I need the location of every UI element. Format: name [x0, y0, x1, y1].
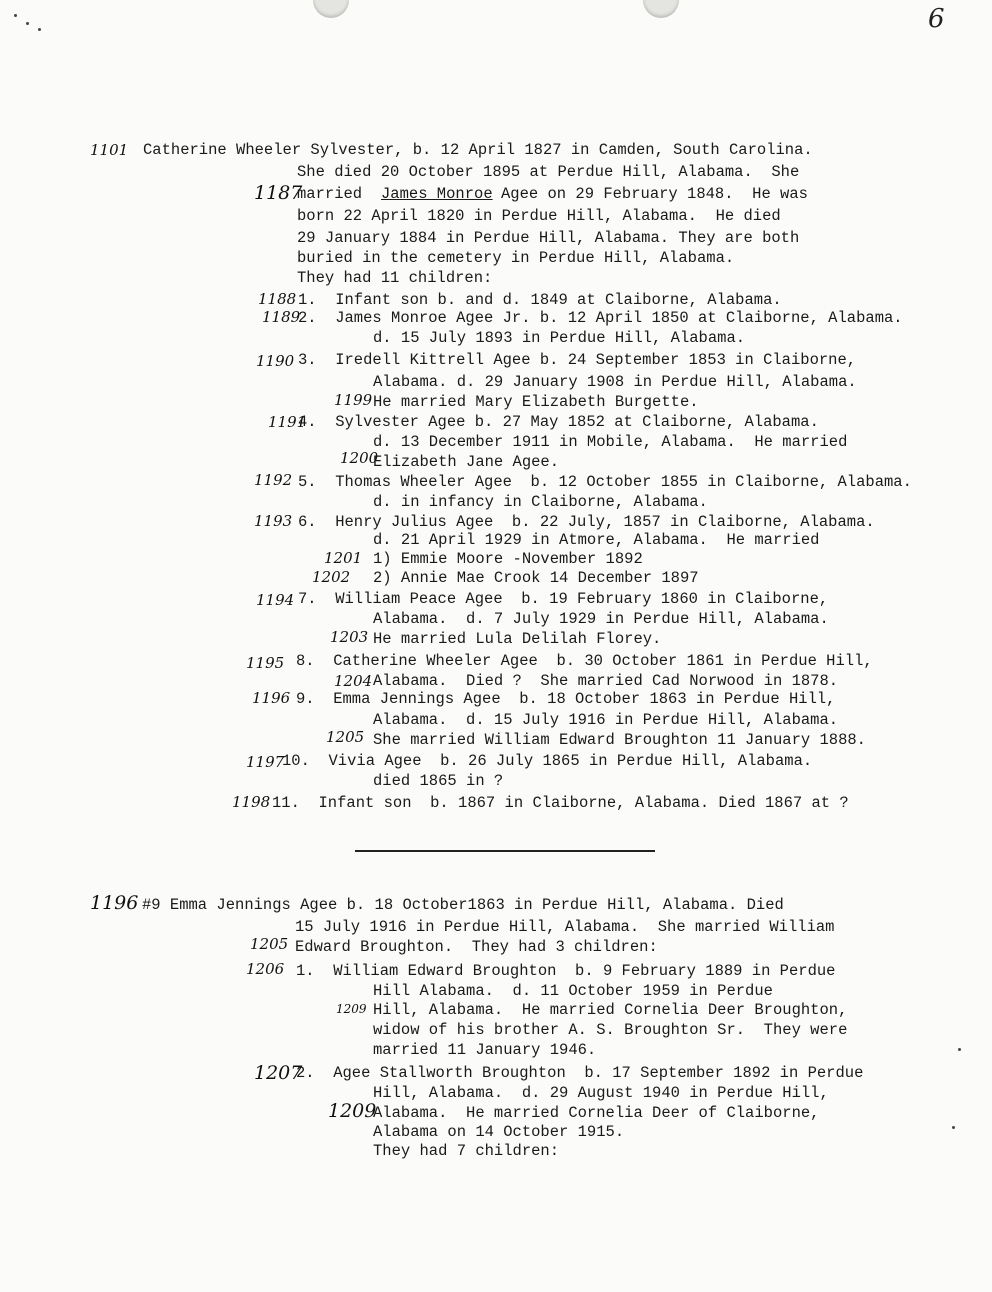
child-entry: 9. Emma Jennings Agee b. 18 October 1863 in Perdue Hill, [296, 690, 836, 708]
child-entry: Alabama. Died ? She married Cad Norwood in 1878. [373, 672, 839, 690]
child-entry: d. 21 April 1929 in Atmore, Alabama. He married [373, 531, 820, 549]
child-entry: 4. Sylvester Agee b. 27 May 1852 at Claiborne, Alabama. [298, 413, 819, 431]
child-entry: Elizabeth Jane Agee. [373, 453, 560, 471]
child-entry: died 1865 in ? [373, 772, 504, 790]
ref-number: 1195 [246, 654, 285, 672]
child-entry: d. 13 December 1911 in Mobile, Alabama. He married [373, 433, 848, 451]
child-entry: 2. Agee Stallworth Broughton b. 17 September 1892 in Perdue [296, 1064, 864, 1082]
ref-number: 1207 [254, 1062, 303, 1084]
child-entry: Hill Alabama. d. 11 October 1959 in Perdue [373, 982, 773, 1000]
child-entry: 5. Thomas Wheeler Agee b. 12 October 1855 in Claiborne, Alabama. [298, 473, 912, 491]
entry-text: Agee on 29 February 1848. He was [501, 185, 808, 203]
entry-text: born 22 April 1820 in Perdue Hill, Alabama. He died [297, 207, 781, 225]
child-entry: 10. Vivia Agee b. 26 July 1865 in Perdue Hill, Alabama. [282, 752, 813, 770]
ref-number: 1198 [232, 793, 271, 811]
child-entry: 3. Iredell Kittrell Agee b. 24 September 1853 in Claiborne, [298, 351, 857, 369]
entry-text: 15 July 1916 in Perdue Hill, Alabama. She married William [295, 918, 835, 936]
ref-number: 1201 [324, 549, 363, 567]
child-entry: d. 15 July 1893 in Perdue Hill, Alabama. [373, 329, 746, 347]
ref-number: 1204 [334, 672, 373, 690]
entry-text: She died 20 October 1895 at Perdue Hill, Alabama. She [297, 163, 800, 181]
scan-speck [38, 28, 41, 31]
child-entry: 1. Infant son b. and d. 1849 at Claiborne, Alabama. [298, 291, 782, 309]
child-entry: She married William Edward Broughton 11 January 1888. [373, 731, 866, 749]
ref-number: 1199 [334, 391, 373, 409]
ref-number: 1205 [250, 935, 289, 953]
ref-number: 1202 [312, 568, 351, 586]
ref-number: 1206 [246, 960, 285, 978]
scan-speck [26, 22, 29, 25]
child-entry: 6. Henry Julius Agee b. 22 July, 1857 in Claiborne, Alabama. [298, 513, 875, 531]
child-entry: 2) Annie Mae Crook 14 December 1897 [373, 569, 699, 587]
ref-number: 1188 [258, 290, 297, 308]
entry-text: married [297, 185, 363, 203]
scan-speck [958, 1048, 961, 1051]
entry-text: They had 11 children: [297, 269, 493, 287]
child-entry: married 11 January 1946. [373, 1041, 597, 1059]
child-entry: He married Mary Elizabeth Burgette. [373, 393, 699, 411]
ref-number: 1191 [268, 413, 307, 431]
page-number: 6 [928, 4, 945, 34]
entry-text: buried in the cemetery in Perdue Hill, Alabama. [297, 249, 735, 267]
scan-speck [952, 1126, 955, 1129]
ref-number: 1187 [254, 182, 303, 204]
child-entry: 1. William Edward Broughton b. 9 February 1889 in Perdue [296, 962, 836, 980]
child-entry: He married Lula Delilah Florey. [373, 630, 662, 648]
child-entry: Alabama. d. 15 July 1916 in Perdue Hill, Alabama. [373, 711, 839, 729]
ref-number: 1196 [90, 892, 139, 914]
ref-number: 1194 [256, 591, 295, 609]
child-entry: d. in infancy in Claiborne, Alabama. [373, 493, 708, 511]
entry-text: Edward Broughton. They had 3 children: [295, 938, 658, 956]
child-entry: Alabama on 14 October 1915. [373, 1123, 625, 1141]
ref-number: 1203 [330, 628, 369, 646]
ref-number: 1205 [326, 728, 365, 746]
scan-speck [14, 14, 17, 17]
ref-number: 1193 [254, 512, 293, 530]
ref-number: 1190 [256, 352, 295, 370]
ref-number: 1209 [328, 1100, 377, 1122]
child-entry: Alabama. He married Cornelia Deer of Claiborne, [373, 1104, 820, 1122]
child-entry: 8. Catherine Wheeler Agee b. 30 October 1861 in Perdue Hill, [296, 652, 873, 670]
child-entry: Alabama. d. 7 July 1929 in Perdue Hill, Alabama. [373, 610, 829, 628]
entry-text: 29 January 1884 in Perdue Hill, Alabama. They are both [297, 229, 800, 247]
punch-hole-left [313, 0, 349, 18]
ref-number: 1189 [262, 308, 301, 326]
child-entry: Hill, Alabama. d. 29 August 1940 in Perdue Hill, [373, 1084, 829, 1102]
ref-number: 1196 [252, 689, 291, 707]
child-entry: Hill, Alabama. He married Cornelia Deer Broughton, [373, 1001, 848, 1019]
child-entry: 2. James Monroe Agee Jr. b. 12 April 1850 at Claiborne, Alabama. [298, 309, 903, 327]
spouse-name: James Monroe [381, 185, 493, 203]
entry-text: Catherine Wheeler Sylvester, b. 12 April 1827 in Camden, South Carolina. [143, 141, 813, 159]
punch-hole-right [643, 0, 679, 18]
child-entry: They had 7 children: [373, 1142, 560, 1160]
section-divider [355, 850, 655, 852]
ref-number: 1101 [90, 141, 129, 159]
ref-number: 1197 [246, 753, 285, 771]
child-entry: 11. Infant son b. 1867 in Claiborne, Alabama. Died 1867 at ? [272, 794, 849, 812]
ref-number: 1209 [336, 1002, 367, 1016]
entry-text: #9 Emma Jennings Agee b. 18 October1863 in Perdue Hill, Alabama. Died [142, 896, 784, 914]
ref-number: 1200 [340, 449, 379, 467]
child-entry: Alabama. d. 29 January 1908 in Perdue Hill, Alabama. [373, 373, 857, 391]
child-entry: 1) Emmie Moore -November 1892 [373, 550, 643, 568]
ref-number: 1192 [254, 471, 293, 489]
child-entry: 7. William Peace Agee b. 19 February 1860 in Claiborne, [298, 590, 829, 608]
child-entry: widow of his brother A. S. Broughton Sr. They were [373, 1021, 848, 1039]
